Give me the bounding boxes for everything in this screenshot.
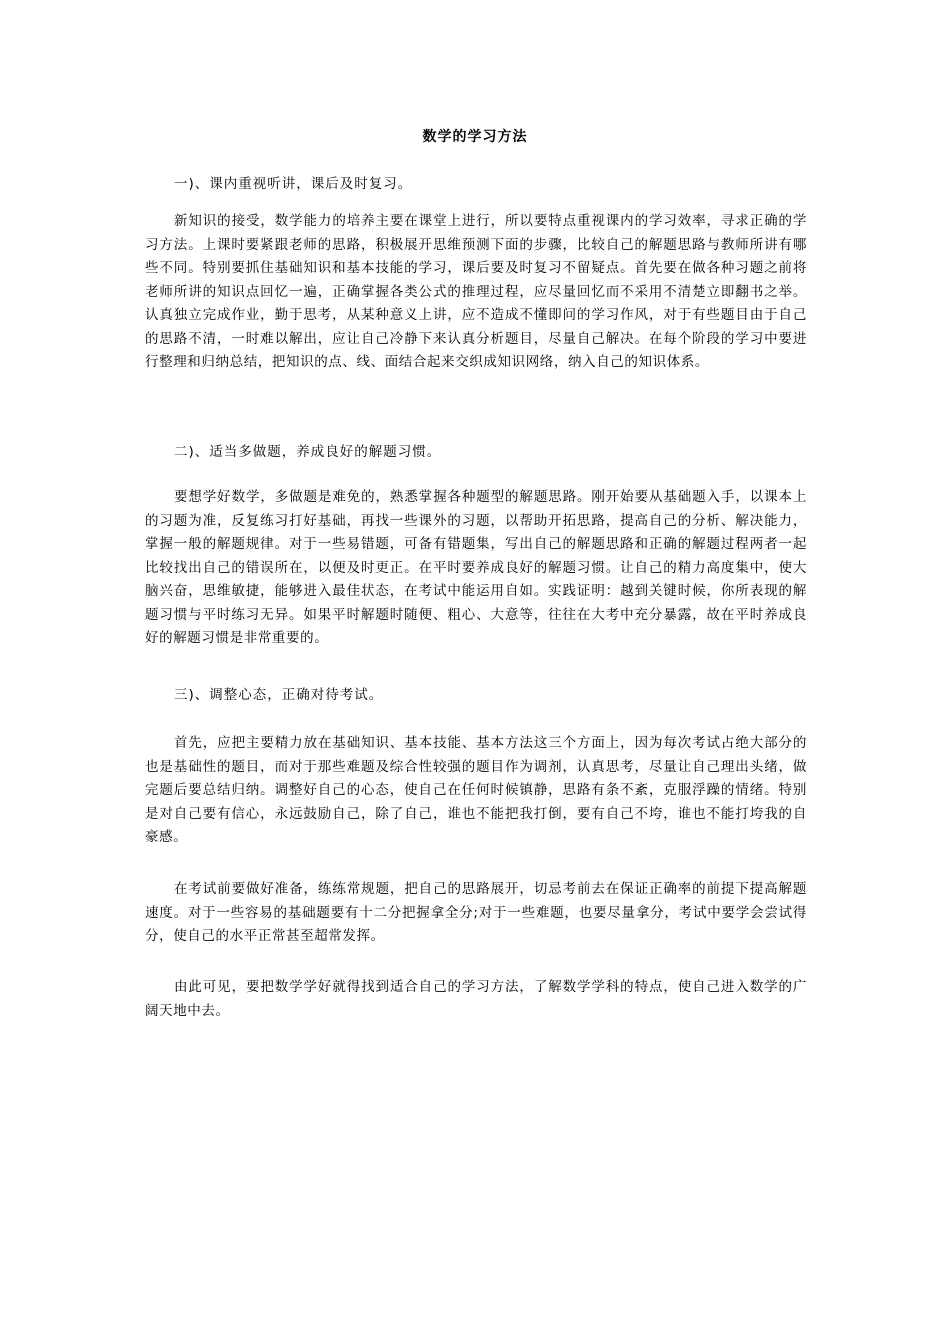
section-heading-3: 三)、调整心态，正确对待考试。 (174, 687, 384, 703)
document-title: 数学的学习方法 (422, 129, 528, 145)
paragraph-5: 由此可见，要把数学学好就得找到适合自己的学习方法，了解数学学科的特点，使自己进入数学的广阔天地中去。 (145, 979, 807, 1019)
section-heading-1: 一)、课内重视听讲，课后及时复习。 (174, 176, 413, 192)
paragraph-4: 在考试前要做好准备，练练常规题，把自己的思路展开，切忌考前去在保证正确率的前提下提高解题速度。对于一些容易的基础题要有十二分把握拿全分;对于一些难题，也要尽量拿分，考试中要学会尝试得分，使自己的水平正常甚至超常发挥。 (145, 881, 807, 944)
paragraph-1: 新知识的接受，数学能力的培养主要在课堂上进行，所以要特点重视课内的学习效率，寻求正确的学习方法。上课时要紧跟老师的思路，积极展开思维预测下面的步骤，比较自己的解题思路与教师所讲有哪些不同。特别要抓住基础知识和基本技能的学习，课后要及时复习不留疑点。首先要在做各种习题之前将老师所讲的知识点回忆一遍，正确掌握各类公式的推理过程，应尽量回忆而不采用不清楚立即翻书之举。认真独立完成作业，勤于思考，从某种意义上讲，应不造成不懂即问的学习作风，对于有些题目由于自己的思路不清，一时难以解出，应让自己冷静下来认真分析题目，尽量自己解决。在每个阶段的学习中要进行整理和归纳总结，把知识的点、线、面结合起来交织成知识网络，纳入自己的知识体系。 (145, 213, 807, 370)
section-heading-2: 二)、适当多做题，养成良好的解题习惯。 (174, 444, 442, 460)
paragraph-2: 要想学好数学，多做题是难免的，熟悉掌握各种题型的解题思路。刚开始要从基础题入手，以课本上的习题为准，反复练习打好基础，再找一些课外的习题，以帮助开拓思路，提高自己的分析、解决能力，掌握一般的解题规律。对于一些易错题，可备有错题集，写出自己的解题思路和正确的解题过程两者一起比较找出自己的错误所在，以便及时更正。在平时要养成良好的解题习惯。让自己的精力高度集中，使大脑兴奋，思维敏捷，能够进入最佳状态，在考试中能运用自如。实践证明：越到关键时候，你所表现的解题习惯与平时练习无异。如果平时解题时随便、粗心、大意等，往往在大考中充分暴露，故在平时养成良好的解题习惯是非常重要的。 (145, 489, 807, 646)
paragraph-3: 首先，应把主要精力放在基础知识、基本技能、基本方法这三个方面上，因为每次考试占绝大部分的也是基础性的题目，而对于那些难题及综合性较强的题目作为调剂，认真思考，尽量让自己理出头绪，做完题后要总结归纳。调整好自己的心态，使自己在任何时候镇静，思路有条不紊，克服浮躁的情绪。特别是对自己要有信心，永远鼓励自己，除了自己，谁也不能把我打倒，要有自己不垮，谁也不能打垮我的自豪感。 (145, 735, 807, 845)
